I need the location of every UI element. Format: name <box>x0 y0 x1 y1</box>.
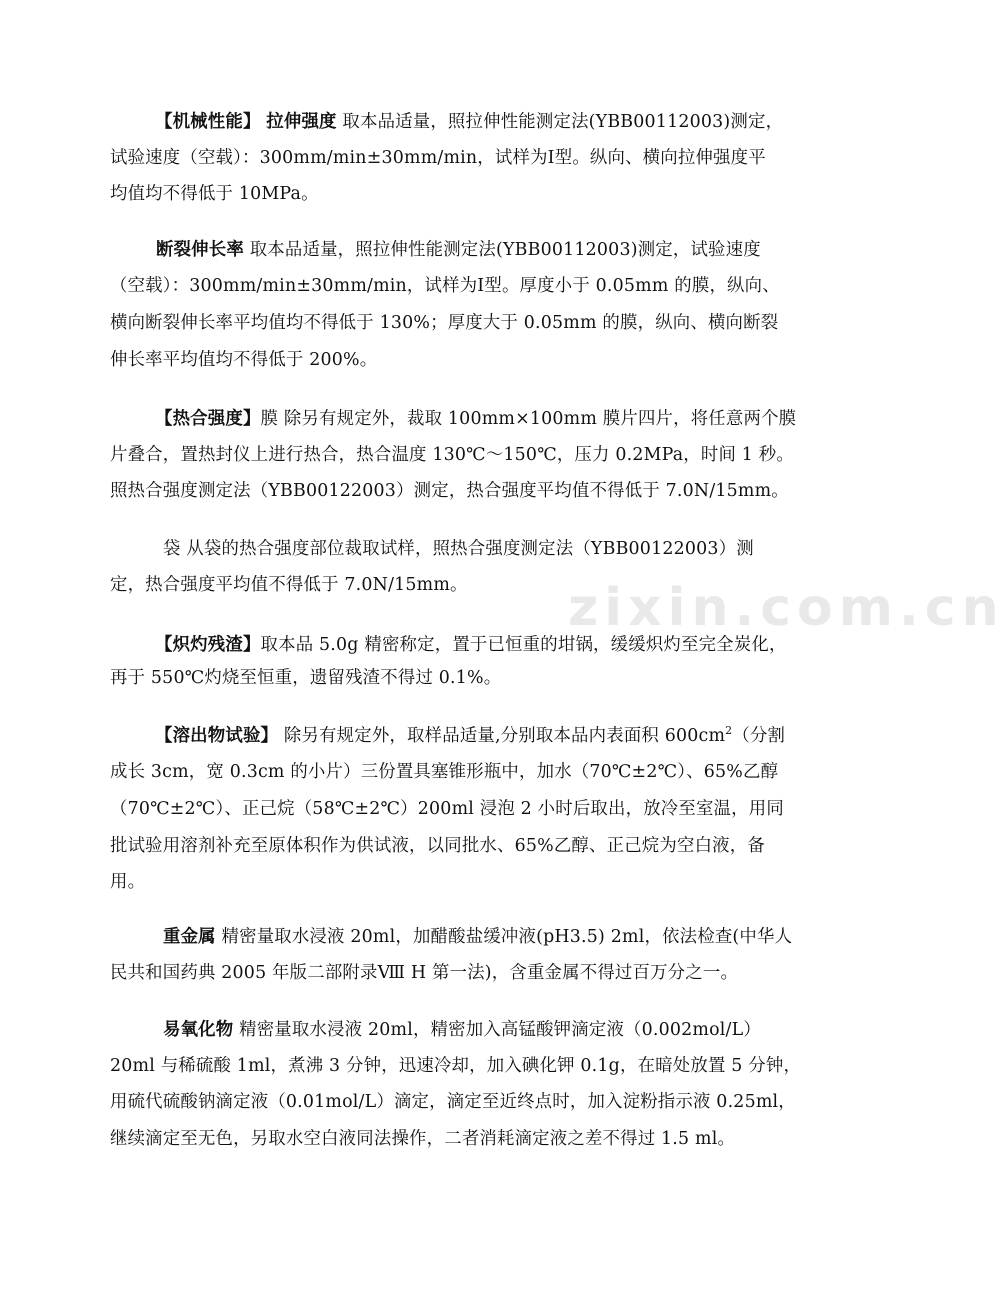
body-text: 再于 550℃灼烧至恒重，遗留残渣不得过 0.1%。 <box>110 668 502 688</box>
section-heading: 【热合强度】 <box>155 409 261 429</box>
body-text: 精密量取水浸液 20ml，加醋酸盐缓冲液(pH3.5) 2ml，依法检查(中华人 <box>221 927 793 947</box>
body-text: 除另有规定外，取样品适量,分别取本品内表面积 600cm <box>283 726 726 746</box>
section-heading: 【溶出物试验】 <box>155 726 279 746</box>
body-text: 试验速度（空载）：300mm/min±30mm/min，试样为Ⅰ型。纵向、横向拉伸强度平 <box>110 148 766 168</box>
section-heading: 【炽灼残渣】 <box>155 635 261 655</box>
body-text: 20ml 与稀硫酸 1ml，煮沸 3 分钟，迅速冷却，加入碘化钾 0.1g，在暗处放置 5 分钟， <box>110 1056 802 1076</box>
paragraph-line <box>156 238 761 262</box>
body-text: 定，热合强度平均值不得低于 7.0N/15mm。 <box>110 575 468 595</box>
body-text: 伸长率平均值均不得低于 200%。 <box>110 350 378 370</box>
paragraph-line <box>155 724 785 748</box>
section-heading: 【机械性能】 <box>155 112 261 132</box>
body-text: （分割 <box>732 726 786 746</box>
body-text: 用。 <box>110 872 146 892</box>
body-text: 袋 从袋的热合强度部位裁取试样，照热合强度测定法（YBB00122003）测 <box>163 539 754 559</box>
body-text: 继续滴定至无色，另取水空白液同法操作，二者消耗滴定液之差不得过 1.5 ml。 <box>110 1129 736 1149</box>
subsection-heading: 断裂伸长率 <box>156 240 244 260</box>
body-text: 片叠合，置热封仪上进行热合，热合温度 130℃～150℃，压力 0.2MPa，时间 1 秒。 <box>110 445 794 465</box>
watermark: zixin.com.cn <box>568 578 1005 638</box>
body-text: 用硫代硫酸钠滴定液（0.01mol/L）滴定，滴定至近终点时，加入淀粉指示液 0.25ml， <box>110 1092 796 1112</box>
body-text: 取本品适量，照拉伸性能测定法(YBB00112003)测定，试验速度 <box>249 240 761 260</box>
body-text: 成长 3cm，宽 0.3cm 的小片）三份置具塞锥形瓶中，加水（70℃±2℃）、65%乙醇 <box>110 762 779 782</box>
body-text: 批试验用溶剂补充至原体积作为供试液，以同批水、65%乙醇、正己烷为空白液，备 <box>110 836 765 856</box>
body-text: 膜 除另有规定外，裁取 100mm×100mm 膜片四片，将任意两个膜 <box>260 409 797 429</box>
paragraph-line <box>155 633 787 657</box>
paragraph-line <box>155 110 783 134</box>
body-text: （空载）：300mm/min±30mm/min，试样为Ⅰ型。厚度小于 0.05mm 的膜，纵向、 <box>110 276 780 296</box>
superscript: 2 <box>725 724 733 738</box>
paragraph-line <box>163 925 792 949</box>
paragraph-line <box>163 1018 761 1042</box>
body-text: （70℃±2℃）、正己烷（58℃±2℃）200ml 浸泡 2 小时后取出，放冷至室温，用同 <box>110 799 784 819</box>
subsection-heading: 易氧化物 <box>163 1020 234 1040</box>
body-text: 取本品 5.0g 精密称定，置于已恒重的坩锅，缓缓炽灼至完全炭化， <box>260 635 787 655</box>
body-text: 均值均不得低于 10MPa。 <box>110 184 319 204</box>
body-text: 照热合强度测定法（YBB00122003）测定，热合强度平均值不得低于 7.0N/15mm。 <box>110 481 789 501</box>
body-text: 取本品适量，照拉伸性能测定法(YBB00112003)测定， <box>342 112 784 132</box>
body-text: 横向断裂伸长率平均值均不得低于 130%；厚度大于 0.05mm 的膜，纵向、横向断裂 <box>110 313 779 333</box>
paragraph-line <box>155 407 796 431</box>
subsection-heading: 重金属 <box>163 927 216 947</box>
body-text: 精密量取水浸液 20ml，精密加入高锰酸钾滴定液（0.002mol/L） <box>239 1020 761 1040</box>
body-text: 民共和国药典 2005 年版二部附录Ⅷ H 第一法)，含重金属不得过百万分之一。 <box>110 963 739 983</box>
subsection-heading: 拉伸强度 <box>266 112 337 132</box>
